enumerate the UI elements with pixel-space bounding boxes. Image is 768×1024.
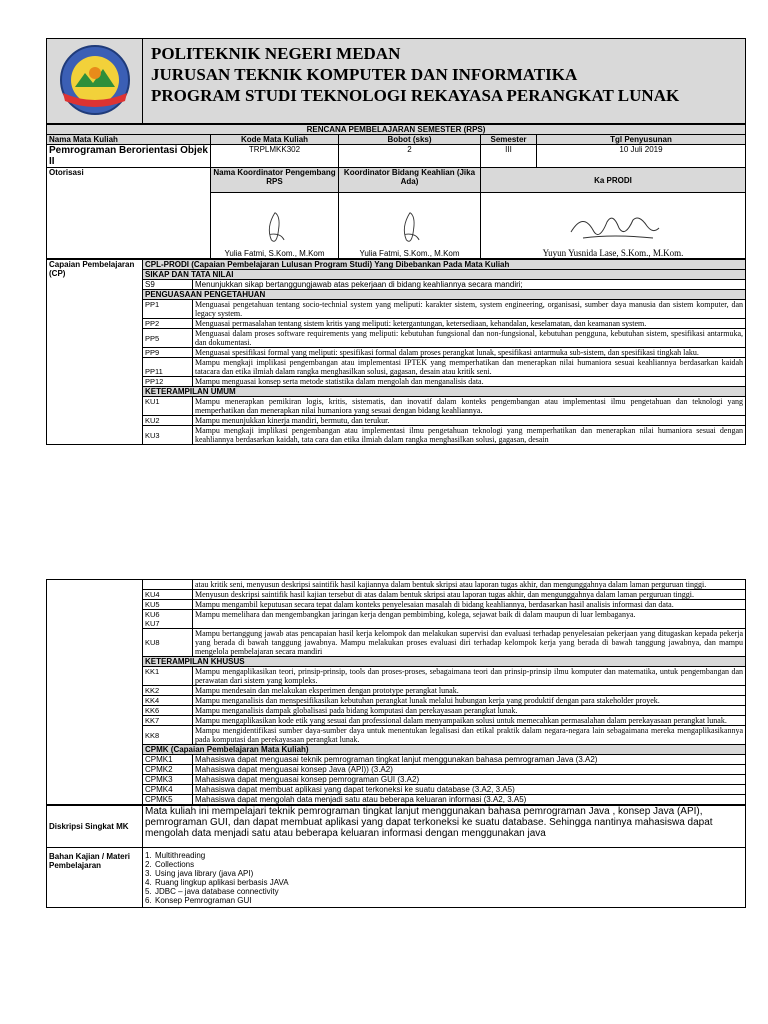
ku7-code: KU7	[145, 619, 160, 628]
col-kode-mk: Kode Mata Kuliah	[211, 135, 339, 145]
bahan-item: 5. JDBC – java database connectivity	[145, 887, 279, 896]
kaprodi-name: Yuyun Yusnida Lase, S.Kom., M.Kom.	[542, 248, 684, 258]
ku-text: Mampu menerapkan pemikiran logis, kritis, sistematis, dan inovatif dalam konteks pengembangan atau implementasi ilmu pengetahuan dan teknologi yang memperhatikan dan menerapkan nilai humaniora yang sesuai dengan bidang keahliannya.	[193, 397, 746, 416]
ku-text: Mampu bertanggung jawab atas pencapaian hasil kerja kelompok dan melakukan supervisi dan evaluasi terhadap penyelesaian pekerjaan yang ditugaskan kepada pekerja yang berada di bawah tanggung jawabnya. Mampu melakukan proses evaluasi diri terhadap kelompok kerja yang berada di bawah tanggung jawabnya, dan mampu mengelola pembelajaran secara mandiri	[193, 629, 746, 657]
cp-table-1	[46, 259, 746, 445]
rps-page-1	[46, 38, 746, 445]
kk-text: Mampu mengaplikasikan teori, prinsip-prinsip, tools dan proses-proses, sebagaimana teori dan prinsip-prinsip ilmu komputer dan matematika, untuk pengembangan dan perawatan dari sistem yang kompleks.	[193, 667, 746, 686]
course-semester: III	[481, 145, 537, 168]
program-name: PROGRAM STUDI TEKNOLOGI REKAYASA PERANGKAT LUNAK	[151, 86, 680, 105]
ku-text: Mampu memelihara dan mengembangkan jaringan kerja dengan pembimbing, kolega, sejawat baik di dalam maupun di luar lembaganya.	[193, 610, 746, 629]
koordinator-name: Yulia Fatmi, S.Kom., M.Kom	[224, 249, 325, 258]
signature-icon	[563, 208, 663, 248]
pp-text: Mampu mengkaji implikasi pengembangan atau implementasi IPTEK yang memperhatikan dan menerapkan nilai humaniora sesuai keahliannya berdasarkan kaidah tatacara dan etika ilmiah dalam rangka menghasilkan solusi, gagasan, desain atau kritik seni.	[193, 358, 746, 377]
kk-text: Mampu mendesain dan melakukan eksperimen dengan prototype perangkat lunak.	[193, 686, 746, 696]
sikap-text: Menunjukkan sikap bertanggungjawab atas pekerjaan di bidang keahliannya secara mandiri;	[193, 280, 746, 290]
bahan-item: 3. Using java library (java API)	[145, 869, 254, 878]
bahan-item-text: Collections	[155, 860, 195, 869]
col-semester: Semester	[481, 135, 537, 145]
kk-text: Mampu menganalisis dampak globalisasi pada bidang komputasi dan perekayasaan perangkat lunak.	[193, 706, 746, 716]
rps-identity-table	[46, 124, 746, 259]
cpmk-heading: CPMK (Capaian Pembelajaran Mata Kuliah)	[143, 745, 746, 755]
cpmk-text: Mahasiswa dapat menguasai konsep pemrograman GUI (3.A2)	[193, 775, 746, 785]
bahan-item: 2. Collections	[145, 860, 195, 869]
cpmk-code: CPMK3	[143, 775, 193, 785]
sikap-code: S9	[143, 280, 193, 290]
pp-text: Menguasai pengetahuan tentang socio-technial system yang meliputi: karakter sistem, system engineering, organisasi, sumber daya manusia dan sistem komputer, dan legacy system.	[193, 300, 746, 319]
bahan-item: 6. Konsep Pemrograman GUI	[145, 896, 252, 905]
pp-code: PP12	[143, 377, 193, 387]
pp-code: PP5	[143, 329, 193, 348]
bidang-signature-cell	[339, 193, 481, 259]
diskripsi-text: Mata kuliah ini mempelajari teknik pemrograman tingkat lanjut menggunakan bahasa pemrograman Java , konsep Java (API), pemrograman GUI, dan dapat membuat aplikasi yang dapat terkoneksi ke suatu database. Sehingga nantinya mahasiswa dapat mengolah data menjadi satu atau beberapa keluaran informasi dengan menggunakan java	[143, 806, 746, 848]
pp-code: PP1	[143, 300, 193, 319]
ku-code	[143, 610, 193, 629]
cpmk-code: CPMK4	[143, 785, 193, 795]
bahan-item-text: JDBC – java database connectivity	[155, 887, 279, 896]
kk-code: KK2	[143, 686, 193, 696]
rps-title: RENCANA PEMBELAJARAN SEMESTER (RPS)	[47, 125, 746, 135]
pp-text: Menguasai permasalahan tentang sistem kritis yang meliputi: ketergantungan, ketersediaan, kehandalan, keselamatan, dan keamanan system.	[193, 319, 746, 329]
col-nama-mk: Nama Mata Kuliah	[47, 135, 211, 145]
koordinator-signature-cell	[211, 193, 339, 259]
department-name: JURUSAN TEKNIK KOMPUTER DAN INFORMATIKA	[151, 65, 578, 84]
kk-code: KK1	[143, 667, 193, 686]
kk-code: KK7	[143, 716, 193, 726]
bahan-list	[143, 848, 746, 908]
course-code: TRPLMKK302	[211, 145, 339, 168]
pp-text: Menguasai spesifikasi formal yang meliputi: spesifikasi formal dalam proses perangkat lunak, spesifikasi antarmuka sub-sistem, dan spesifikasi tingkah laku.	[193, 348, 746, 358]
bidang-label: Koordinator Bidang Keahlian (Jika Ada)	[339, 168, 481, 193]
course-credits: 2	[339, 145, 481, 168]
ku-continued-text: atau kritik seni, menyusun deskripsi saintifik hasil kajiannya dalam bentuk skripsi atau laporan tugas akhir, dan mengunggahnya dalam laman perguruan tinggi.	[193, 580, 746, 590]
course-name: Pemrograman Berorientasi Objek II	[47, 145, 211, 168]
institution-name: POLITEKNIK NEGERI MEDAN	[151, 44, 401, 63]
kk-code: KK8	[143, 726, 193, 745]
diskripsi-label: Diskripsi Singkat MK	[47, 806, 143, 848]
ku-text: Mampu mengkaji implikasi pengembangan atau implementasi ilmu pengetahuan teknologi yang memperhatikan dan menerapkan nilai humaniora sesuai dengan keahliannya berdasarkan kaidah, tata cara dan etika ilmiah dalam rangka menghasilkan solusi, gagasan, desain	[193, 426, 746, 445]
umum-heading: KETERAMPILAN UMUM	[143, 387, 746, 397]
header-table	[46, 38, 746, 124]
logo-cell	[47, 39, 143, 124]
institution-cell	[143, 39, 746, 124]
ku6-code: KU6	[145, 610, 160, 619]
rps-page-2	[46, 579, 746, 908]
bahan-label: Bahan Kajian / Materi Pembelajaran	[47, 848, 143, 908]
kk-text: Mampu menganalisis dan menspesifikasikan kebutuhan perangkat lunak melalui hubungan kerja yang produktif dengan para stakeholder proyek.	[193, 696, 746, 706]
otorisasi-label: Otorisasi	[47, 168, 211, 259]
ku-code: KU8	[143, 629, 193, 657]
polmed-logo-icon	[53, 43, 137, 117]
ku-code: KU4	[143, 590, 193, 600]
kaprodi-signature-cell	[481, 193, 746, 259]
cpmk-code: CPMK1	[143, 755, 193, 765]
ku-text: Mampu menunjukkan kinerja mandiri, bermutu, dan terukur.	[193, 416, 746, 426]
cpmk-code: CPMK2	[143, 765, 193, 775]
bahan-item: 1. Multithreading	[145, 851, 206, 860]
pp-code: PP2	[143, 319, 193, 329]
bahan-item-text: Ruang lingkup aplikasi berbasis JAVA	[155, 878, 289, 887]
kk-code: KK4	[143, 696, 193, 706]
khusus-heading: KETERAMPILAN KHUSUS	[143, 657, 746, 667]
signature-icon	[390, 209, 430, 249]
kk-code: KK6	[143, 706, 193, 716]
sikap-heading: SIKAP DAN TATA NILAI	[143, 270, 746, 280]
koordinator-label: Nama Koordinator Pengembang RPS	[211, 168, 339, 193]
bahan-item: 4. Ruang lingkup aplikasi berbasis JAVA	[145, 878, 289, 887]
cpmk-code: CPMK5	[143, 795, 193, 805]
kk-text: Mampu mengaplikasikan kode etik yang sesuai dan professional dalam menyampaikan solusi untuk memecahkan permasalahan dalam perekayasaan perangkat lunak.	[193, 716, 746, 726]
signature-icon	[255, 209, 295, 249]
bahan-item-text: Using java library (java API)	[155, 869, 254, 878]
ku-text: Menyusun deskripsi saintifik hasil kajian tersebut di atas dalam bentuk skripsi atau laporan tugas akhir, dan mengunggahnya dalam laman perguruan tinggi.	[193, 590, 746, 600]
cpmk-text: Mahasiswa dapat membuat aplikasi yang dapat terkoneksi ke suatu database (3.A2, 3.A5)	[193, 785, 746, 795]
cp-label-continued	[47, 580, 143, 805]
ku-code: KU3	[143, 426, 193, 445]
cp-label: Capaian Pembelajaran (CP)	[47, 260, 143, 445]
cpmk-text: Mahasiswa dapat mengolah data menjadi satu atau beberapa keluaran informasi (3.A2, 3.A5)	[193, 795, 746, 805]
kaprodi-label: Ka PRODI	[481, 168, 746, 193]
cp-table-2	[46, 579, 746, 805]
pp-code: PP11	[143, 358, 193, 377]
ku-code: KU2	[143, 416, 193, 426]
pengetahuan-heading: PENGUASAAN PENGETAHUAN	[143, 290, 746, 300]
diskripsi-table	[46, 805, 746, 908]
bahan-item-text: Multithreading	[155, 851, 206, 860]
cpmk-text: Mahasiswa dapat menguasai konsep Java (API)) (3.A2)	[193, 765, 746, 775]
bahan-item-text: Konsep Pemrograman GUI	[155, 896, 252, 905]
col-bobot: Bobot (sks)	[339, 135, 481, 145]
pp-code: PP9	[143, 348, 193, 358]
pp-text: Mampu menguasai konsep serta metode statistika dalam mengolah dan menganalisis data.	[193, 377, 746, 387]
cpl-heading: CPL-PRODI (Capaian Pembelajaran Lulusan Program Studi) Yang Dibebankan Pada Mata Kuliah	[143, 260, 746, 270]
ku-code: KU5	[143, 600, 193, 610]
ku-text: Mampu mengambil keputusan secara tepat dalam konteks penyelesaian masalah di bidang keahliannya, berdasarkan hasil analisis informasi dan data.	[193, 600, 746, 610]
ku-code: KU1	[143, 397, 193, 416]
col-tgl: Tgl Penyusunan	[537, 135, 746, 145]
cpmk-text: Mahasiswa dapat menguasai teknik pemrograman tingkat lanjut menggunakan bahasa pemrograman Java (3.A2)	[193, 755, 746, 765]
kk-text: Mampu mengidentifikasi sumber daya-sumber daya untuk menentukan legalisasi dan etikal praktik dalam negara-negara lain sebagaimana mereka mengaplikasikannya pada komputasi dan perekayasaan perangkat lunak.	[193, 726, 746, 745]
course-date: 10 Juli 2019	[537, 145, 746, 168]
pp-text: Menguasai dalam proses software requirements yang meliputi: kebutuhan fungsional dan non-fungsional, kebutuhan pengguna, kebutuhan sistem, spesifikasi antarmuka, dan dokumentasi.	[193, 329, 746, 348]
bidang-name: Yulia Fatmi, S.Kom., M.Kom	[359, 249, 460, 258]
